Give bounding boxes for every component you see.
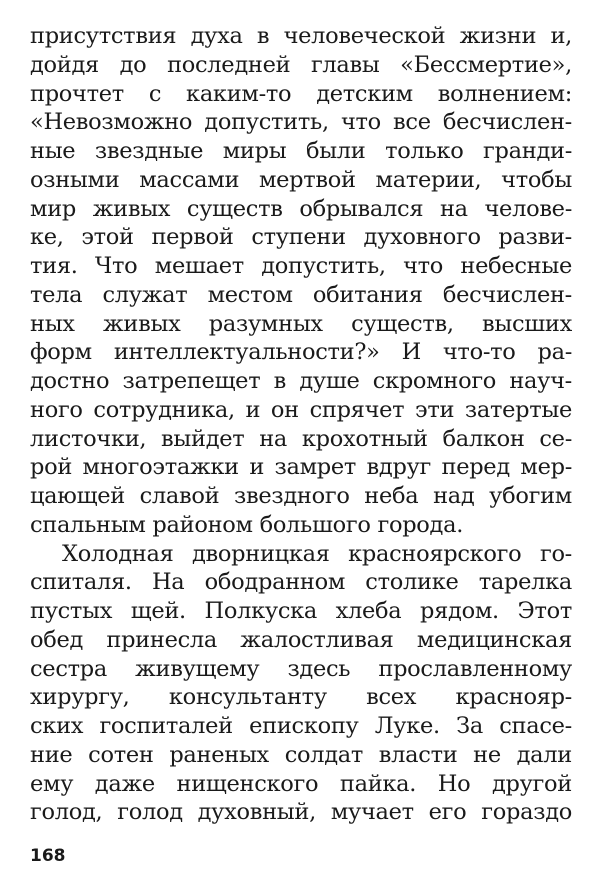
text-line: ных живых разумных существ, высших — [30, 310, 572, 337]
text-line: достно затрепещет в душе скромного науч- — [30, 368, 572, 394]
text-line: спиталя. На ободранном столике тарелка — [30, 569, 572, 596]
text-line: тия. Что мешает допустить, что небесные — [30, 253, 572, 279]
text-line: пустых щей. Полкуска хлеба рядом. Этот — [30, 598, 572, 624]
text-line: прочтет с каким-то детским волнением: — [30, 80, 572, 107]
text-line: ные звездные миры были только гранди- — [30, 138, 572, 164]
text-line: дойдя до последней главы «Бессмертие», — [30, 51, 572, 78]
text-line: листочки, выйдет на крохотный балкон се- — [30, 425, 572, 452]
text-line: ских госпиталей епископу Луке. За спасе- — [30, 713, 572, 739]
text-line: ему даже нищенского пайка. Но другой — [30, 770, 572, 797]
text-line: обед принесла жалостливая медицинская — [30, 626, 572, 653]
text-line: голод, голод духовный, мучает его гораздо — [30, 799, 572, 826]
text-line: тела служат местом обитания бесчислен- — [30, 281, 572, 308]
text-line: озными массами мертвой материи, чтобы — [30, 166, 572, 193]
page-number: 168 — [30, 846, 66, 866]
text-line: «Невозможно допустить, что все бесчислен- — [30, 109, 572, 136]
text-line: цающей славой звездного неба над убогим — [30, 483, 572, 509]
text-line: сестра живущему здесь прославленному — [30, 655, 572, 682]
text-line: Холодная дворницкая красноярского го- — [62, 540, 572, 567]
paragraph-2 — [30, 540, 572, 828]
text-line: форм интеллектуальности?» И что-то ра- — [30, 339, 572, 366]
text-line: мир живых существ обрывался на челове- — [30, 195, 572, 222]
text-line: ние сотен раненых солдат власти не дали — [30, 741, 572, 768]
paragraph-1 — [30, 22, 572, 540]
text-line: присутствия духа в человеческой жизни и, — [30, 23, 572, 49]
text-line: ке, этой первой ступени духовного разви- — [30, 224, 572, 251]
text-line: хирургу, консультанту всех краснояр- — [30, 684, 572, 711]
page-text — [30, 22, 572, 827]
text-line: спальным районом большого города. — [30, 511, 464, 538]
text-line: рой многоэтажки и замрет вдруг перед мер- — [30, 454, 572, 481]
text-line: ного сотрудника, и он спрячет эти затертые — [30, 396, 572, 423]
